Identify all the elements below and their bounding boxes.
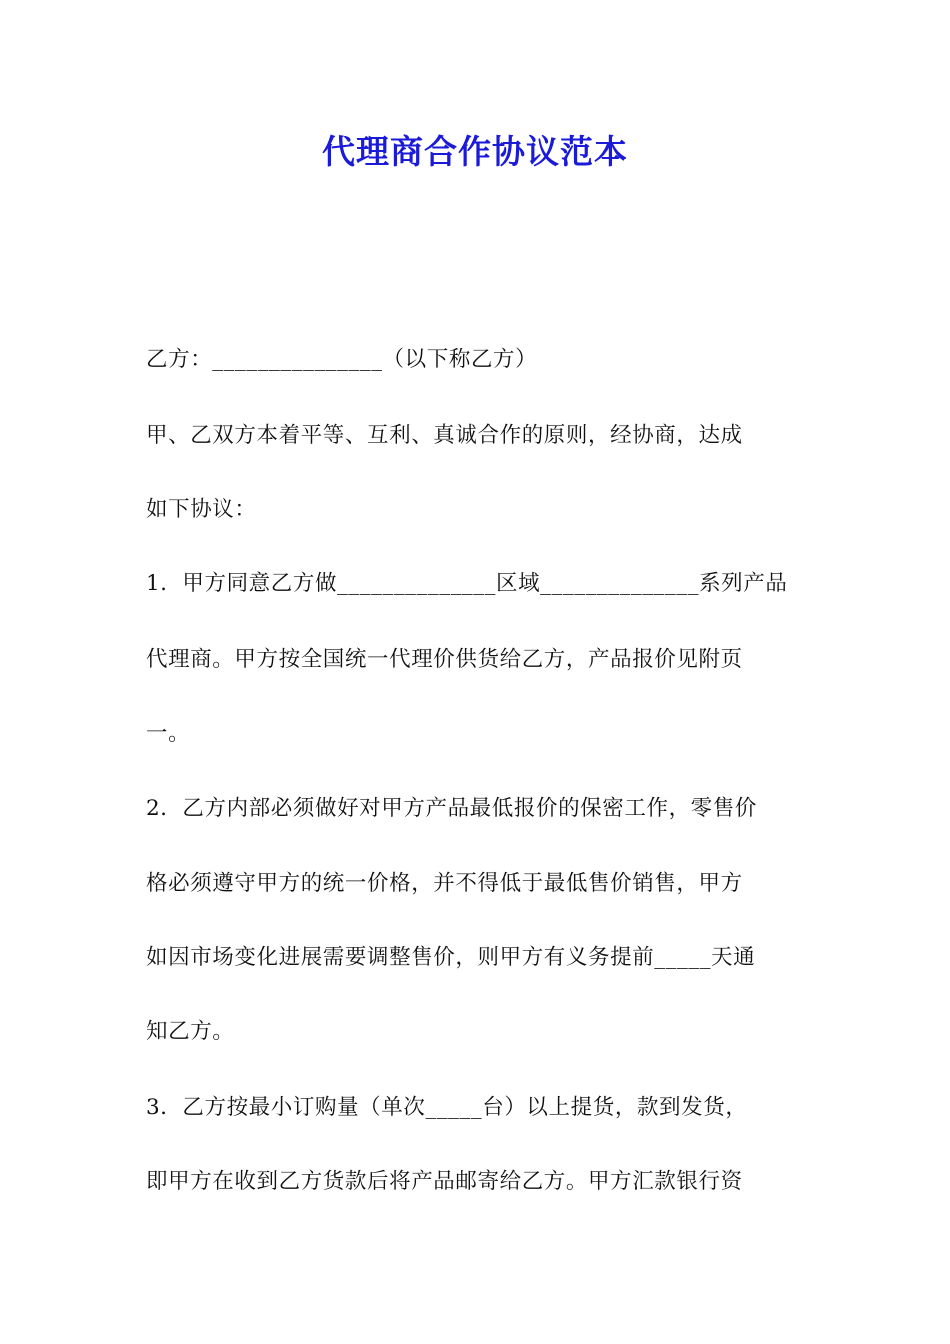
clause-2-line: 如因市场变化进展需要调整售价，则甲方有义务提前_____天通: [146, 945, 756, 970]
clause-2-line: 知乙方。: [146, 1019, 235, 1044]
party-b-line: 乙方：_______________（以下称乙方）: [146, 347, 538, 372]
paragraph-line: 如下协议：: [146, 497, 257, 522]
clause-3-line: 即甲方在收到乙方货款后将产品邮寄给乙方。甲方汇款银行资: [146, 1169, 743, 1194]
paragraph-line: 甲、乙双方本着平等、互利、真诚合作的原则，经协商，达成: [146, 423, 743, 448]
clause-3-line: 3．乙方按最小订购量（单次_____台）以上提货，款到发货，: [146, 1095, 748, 1120]
clause-1-line: 一。: [146, 721, 191, 746]
clause-1-line: 代理商。甲方按全国统一代理价供货给乙方，产品报价见附页: [146, 647, 743, 672]
clause-2-line: 2．乙方内部必须做好对甲方产品最低报价的保密工作，零售价: [146, 796, 757, 821]
clause-2-line: 格必须遵守甲方的统一价格，并不得低于最低售价销售，甲方: [146, 871, 743, 896]
document-title: 代理商合作协议范本: [322, 132, 628, 171]
clause-1-line: 1．甲方同意乙方做______________区域______________系列产品: [146, 571, 788, 596]
